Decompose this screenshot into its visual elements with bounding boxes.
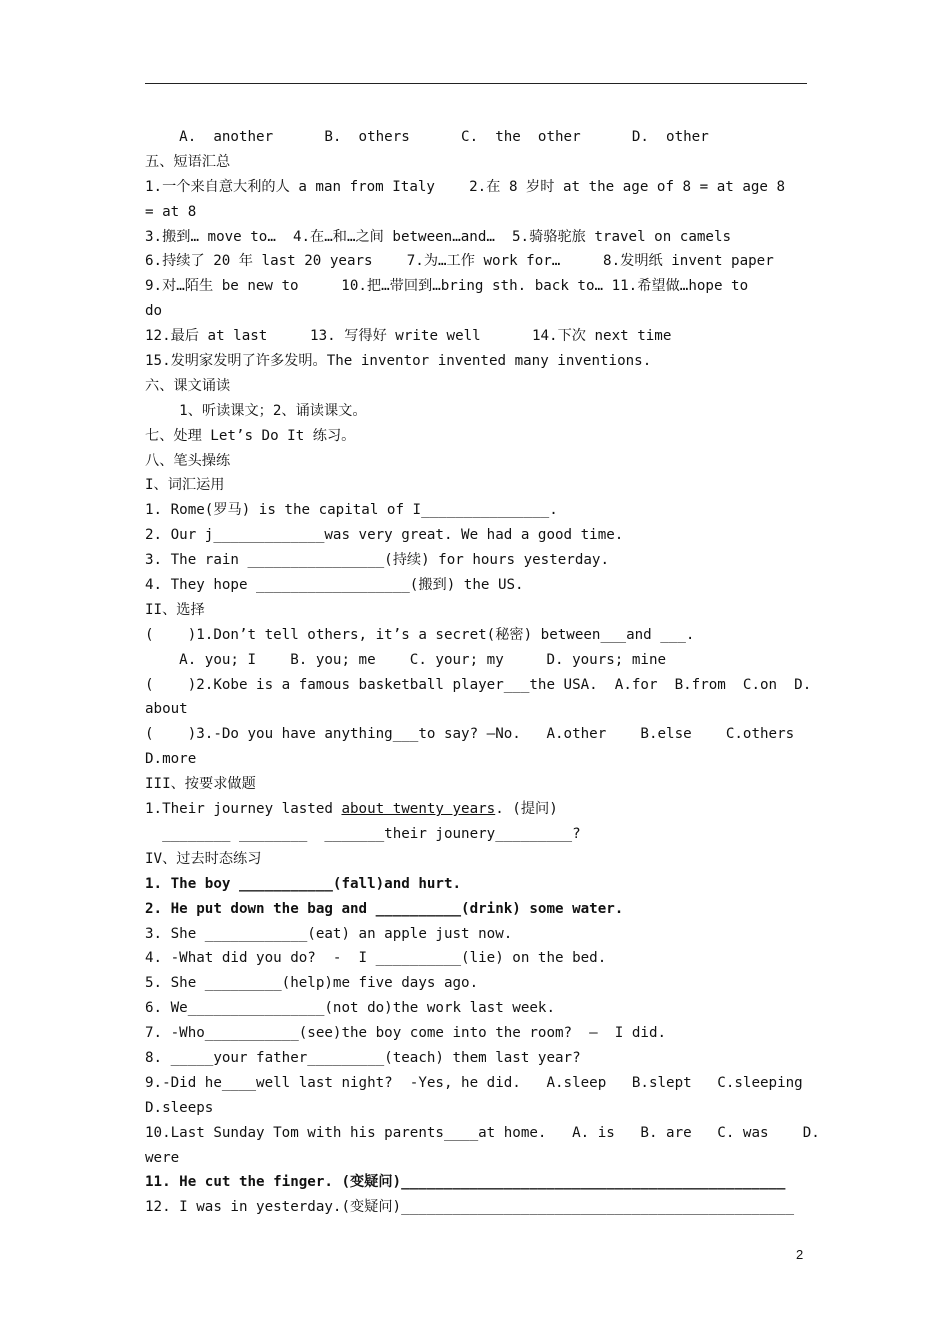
subheading-requirements: III、按要求做题	[145, 776, 256, 793]
worksheet-body	[145, 125, 820, 1220]
answer-blank-line: ________ ________ _______their jounery_________?	[145, 825, 581, 842]
underlined-phrase: about twenty years	[341, 801, 496, 818]
question-line: 8. _____your father_________(teach) them last year?	[145, 1049, 581, 1066]
phrase-line: 12.最后 at last 13. 写得好 write well 14.下次 next time	[145, 328, 672, 345]
choice-options: A. another B. others C. the other D. other	[145, 129, 709, 145]
phrase-line: 6.持续了 20 年 last 20 years 7.为…工作 work for… 8.发明纸 invent paper	[145, 253, 774, 270]
question-line: 3. She ____________(eat) an apple just now.	[145, 925, 513, 942]
question-line: ( )3.-Do you have anything___to say? –No. A.other B.else C.others	[145, 726, 795, 743]
question-line: D.more	[145, 751, 197, 768]
phrase-line: = at 8	[145, 203, 197, 220]
question-line-underlined: 1.Their journey lasted about twenty years. (提问)	[145, 801, 558, 818]
question-line: were	[145, 1149, 180, 1166]
question-line: ( )1.Don’t tell others, it’s a secret(秘密) between___and ___.	[145, 626, 695, 643]
section-heading-reading: 六、课文诵读	[145, 377, 231, 394]
question-line: 3. The rain ________________(持续) for hours yesterday.	[145, 552, 609, 569]
subheading-choice: II、选择	[145, 601, 205, 618]
phrase-line: 15.发明家发明了许多发明。The inventor invented many inventions.	[145, 353, 652, 370]
phrase-line: 3.搬到… move to… 4.在…和…之间 between…and… 5.骑骆驼旅 travel on camels	[145, 228, 732, 245]
question-line: 12. I was in yesterday.(变疑问)______________________________________________	[145, 1199, 795, 1216]
page-number: 2	[796, 1247, 804, 1262]
section-heading-written: 八、笔头操练	[145, 452, 231, 469]
reading-steps: 1、听读课文；2、诵读课文。	[145, 402, 367, 419]
header-rule	[145, 83, 807, 84]
question-line: about	[145, 701, 188, 718]
question-line: 5. She _________(help)me five days ago.	[145, 975, 479, 992]
question-line: 4. -What did you do? - I __________(lie) on the bed.	[145, 950, 607, 967]
phrase-line: 1.一个来自意大利的人 a man from Italy 2.在 8 岁时 at the age of 8 = at age 8	[145, 178, 786, 195]
section-heading-phrases: 五、短语汇总	[145, 153, 231, 170]
question-line: 6. We________________(not do)the work last week.	[145, 1000, 555, 1017]
question-line: 10.Last Sunday Tom with his parents____at home. A. is B. are C. was D.	[145, 1124, 820, 1141]
question-line: 9.-Did he____well last night? -Yes, he did. A.sleep B.slept C.sleeping	[145, 1074, 803, 1091]
question-line: D.sleeps	[145, 1099, 214, 1116]
phrase-line: 9.对…陌生 be new to 10.把…带回到…bring sth. back to… 11.希望做…hope to	[145, 278, 749, 295]
question-line-bold: 11. He cut the finger. (变疑问)_____________________________________________	[145, 1174, 786, 1191]
question-line: 4. They hope __________________(搬到) the US.	[145, 577, 524, 594]
phrase-line: do	[145, 303, 163, 320]
question-line: 2. Our j_____________was very great. We had a good time.	[145, 527, 624, 544]
question-line: 1. Rome(罗马) is the capital of I_______________.	[145, 502, 558, 519]
subheading-past-tense: IV、过去时态练习	[145, 850, 262, 867]
question-line: 7. -Who___________(see)the boy come into the room? – I did.	[145, 1025, 667, 1042]
section-heading-exercise: 七、处理 Let’s Do It 练习。	[145, 427, 356, 444]
question-line-bold: 2. He put down the bag and __________(drink) some water.	[145, 900, 624, 917]
subheading-vocabulary: I、词汇运用	[145, 477, 225, 494]
question-line: A. you; I B. you; me C. your; my D. yours; mine	[145, 651, 667, 668]
question-line: ( )2.Kobe is a famous basketball player___the USA. A.for B.from C.on D.	[145, 676, 812, 693]
question-line-bold: 1. The boy ___________(fall)and hurt.	[145, 875, 462, 892]
